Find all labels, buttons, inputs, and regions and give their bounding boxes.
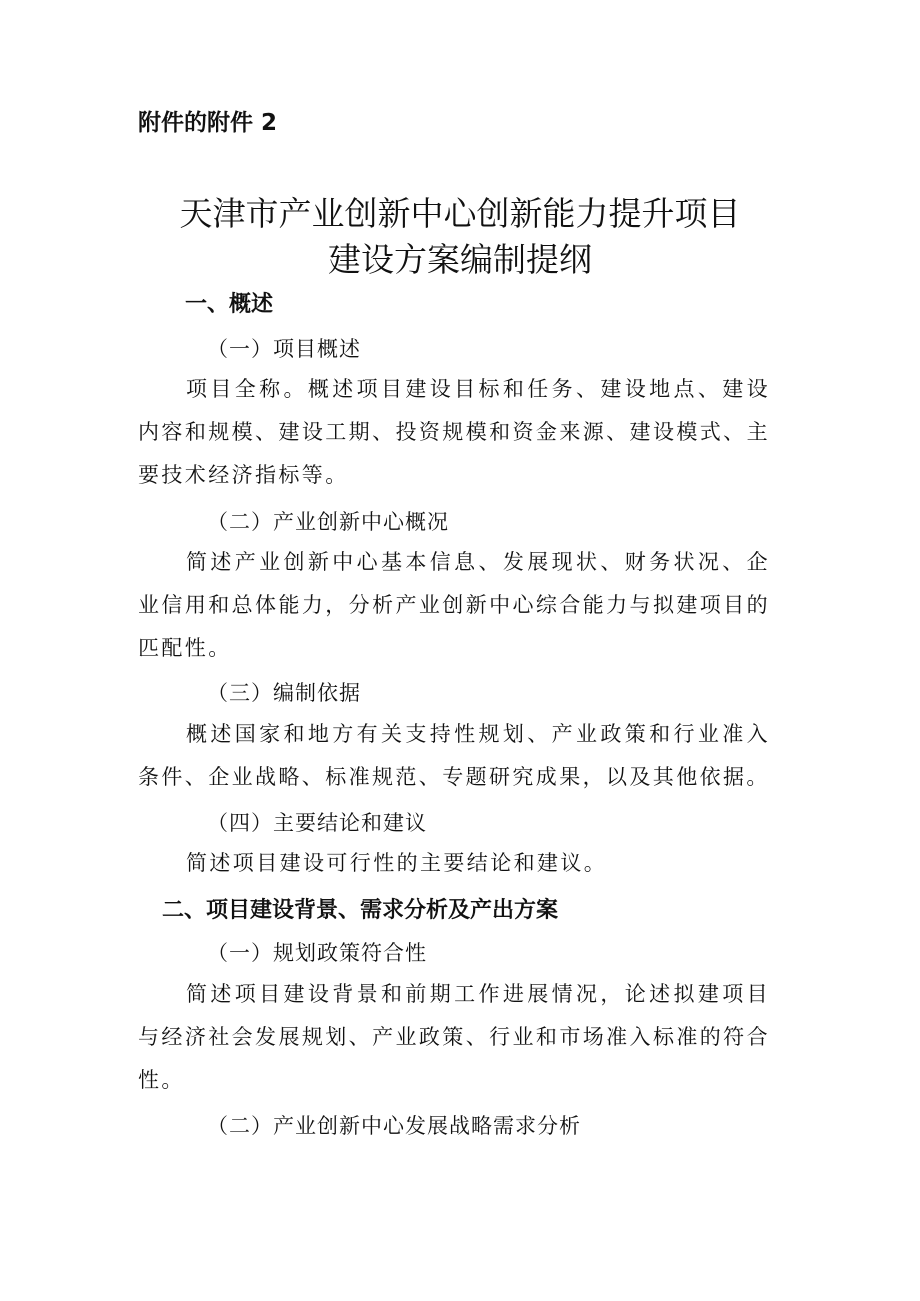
subsection-heading: （三）编制依据 <box>207 681 361 705</box>
paragraph: 概述国家和地方有关支持性规划、产业政策和行业准入条件、企业战略、标准规范、专题研究成果，以及其他依据。 <box>138 722 770 789</box>
section-heading: 一、概述 <box>185 292 274 317</box>
attachment-label: 附件的附件 2 <box>138 110 278 136</box>
document-title-line-2: 建设方案编制提纲 <box>328 240 592 279</box>
paragraph: 简述项目建设背景和前期工作进展情况，论述拟建项目与经济社会发展规划、产业政策、行业和市场准入标准的符合性。 <box>138 982 770 1092</box>
section-heading: 二、项目建设背景、需求分析及产出方案 <box>162 898 559 923</box>
subsection-heading: （二）产业创新中心概况 <box>207 510 449 534</box>
subsection-heading: （二）产业创新中心发展战略需求分析 <box>207 1114 581 1138</box>
subsection-heading: （一）项目概述 <box>207 337 361 361</box>
subsection-heading: （四）主要结论和建议 <box>207 811 427 835</box>
paragraph: 项目全称。概述项目建设目标和任务、建设地点、建设内容和规模、建设工期、投资规模和资金来源、建设模式、主要技术经济指标等。 <box>138 377 770 487</box>
subsection-heading: （一）规划政策符合性 <box>207 941 427 965</box>
paragraph: 简述项目建设可行性的主要结论和建议。 <box>186 851 608 875</box>
paragraph: 简述产业创新中心基本信息、发展现状、财务状况、企业信用和总体能力，分析产业创新中心综合能力与拟建项目的匹配性。 <box>138 550 770 660</box>
document-title-line-1: 天津市产业创新中心创新能力提升项目 <box>179 194 741 233</box>
